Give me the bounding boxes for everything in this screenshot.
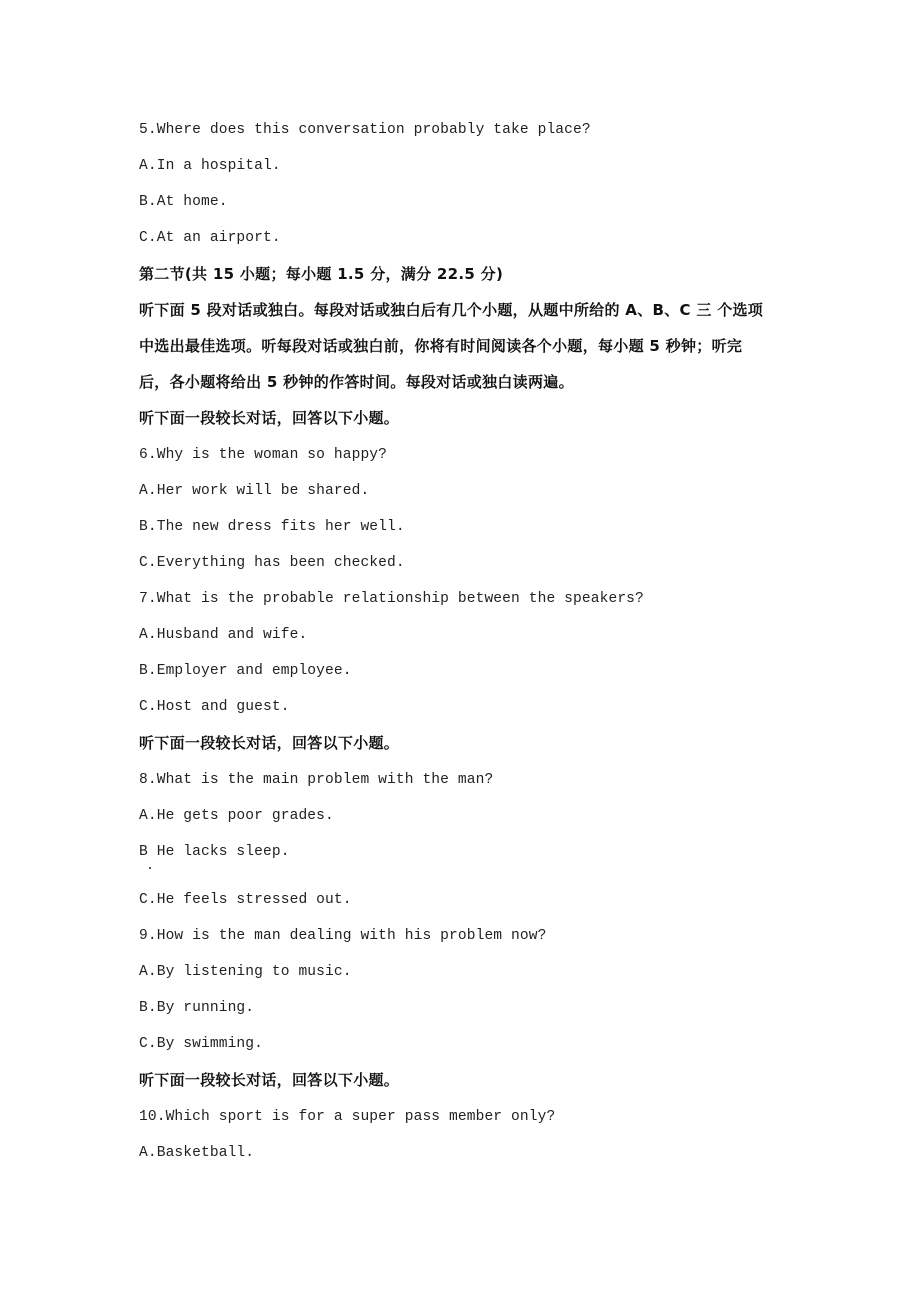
q8-option-a: A.He gets poor grades. (139, 808, 334, 824)
question-10: 10.Which sport is for a super pass member only? (139, 1109, 556, 1125)
question-6: 6.Why is the woman so happy? (139, 447, 388, 463)
stray-period-mark (149, 867, 151, 869)
q7-option-c: C.Host and guest. (139, 699, 290, 715)
q9-option-a: A.By listening to music. (139, 964, 352, 980)
q9-option-c: C.By swimming. (139, 1036, 264, 1052)
q8-option-b: B He lacks sleep. (139, 844, 290, 860)
question-5: 5.Where does this conversation probably take place? (139, 122, 591, 138)
q6-option-c: C.Everything has been checked. (139, 555, 405, 571)
section-2-instructions-line-2: 中选出最佳选项。听每段对话或独白前，你将有时间阅读各个小题，每小题 5 秒钟；听完 (139, 337, 743, 355)
dialogue-prompt-2: 听下面一段较长对话，回答以下小题。 (139, 734, 400, 752)
question-9: 9.How is the man dealing with his problem now? (139, 928, 547, 944)
q6-option-b: B.The new dress fits her well. (139, 519, 405, 535)
q5-option-b: B.At home. (139, 194, 228, 210)
q10-option-a: A.Basketball. (139, 1145, 255, 1161)
q5-option-c: C.At an airport. (139, 230, 281, 246)
q9-option-b: B.By running. (139, 1000, 255, 1016)
dialogue-prompt-1: 听下面一段较长对话，回答以下小题。 (139, 409, 400, 427)
q5-option-a: A.In a hospital. (139, 158, 281, 174)
question-7: 7.What is the probable relationship between the speakers? (139, 591, 644, 607)
question-8: 8.What is the main problem with the man? (139, 772, 494, 788)
q7-option-a: A.Husband and wife. (139, 627, 308, 643)
q6-option-a: A.Her work will be shared. (139, 483, 370, 499)
dialogue-prompt-3: 听下面一段较长对话，回答以下小题。 (139, 1071, 400, 1089)
section-2-heading: 第二节(共 15 小题；每小题 1.5 分，满分 22.5 分) (139, 265, 504, 283)
section-2-instructions-line-3: 后，各小题将给出 5 秒钟的作答时间。每段对话或独白读两遍。 (139, 373, 574, 391)
section-2-instructions-line-1: 听下面 5 段对话或独白。每段对话或独白后有几个小题，从题中所给的 A、B、C 三 个选项 (139, 301, 764, 319)
q7-option-b: B.Employer and employee. (139, 663, 352, 679)
q8-option-c: C.He feels stressed out. (139, 892, 352, 908)
